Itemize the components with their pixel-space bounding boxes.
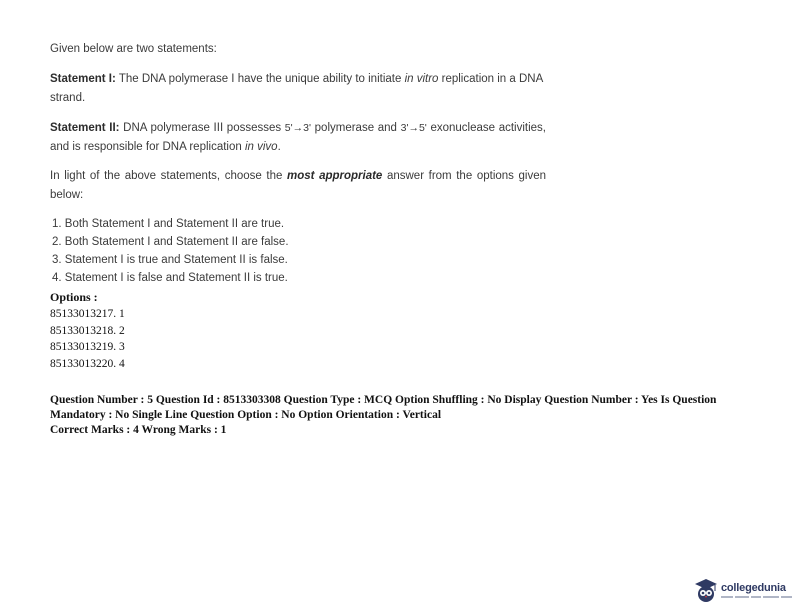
- graduate-owl-icon: [693, 577, 719, 603]
- list-item: 2. Both Statement I and Statement II are false.: [52, 236, 289, 248]
- list-item: 85133013218. 2: [50, 324, 125, 337]
- statement-2-label: Statement II:: [50, 122, 120, 134]
- statement-1-text-before: The DNA polymerase I have the unique ability to initiate: [115, 73, 405, 85]
- statement-1: [50, 70, 546, 108]
- instruction: [50, 167, 546, 205]
- list-item: 85133013217. 1: [50, 308, 125, 320]
- list-item: 85133013220. 4: [50, 357, 125, 370]
- list-item: 3. Statement I is true and Statement II is false.: [52, 254, 288, 266]
- brand-logo: [693, 576, 792, 604]
- options-list: [50, 306, 125, 372]
- metadata-line-1: Question Number : 5 Question Id : 8513303308 Question Type : MCQ Option Shuffling : No Display Question Number : Yes Is Question Mandatory : No Single Line Question Option : No Option Orientation : Vertical: [50, 394, 717, 421]
- direction-3-to-5: 3'→5': [400, 122, 427, 134]
- instruction-before: In light of the above statements, choose the: [50, 170, 287, 182]
- list-item: 4. Statement I is false and Statement II is true.: [52, 272, 288, 284]
- intro-line: Given below are two statements:: [50, 43, 217, 55]
- intro-text: [50, 40, 546, 59]
- list-item: 1. Both Statement I and Statement II are true.: [52, 218, 285, 230]
- logo-wordmark: collegedunia: [721, 581, 786, 594]
- statement-2-text-2: polymerase and: [311, 122, 401, 134]
- options-title: Options :: [50, 290, 98, 304]
- statement-2-text-4: .: [277, 141, 281, 153]
- statement-1-label: Statement I:: [50, 73, 116, 85]
- statement-2-italic: in vivo: [244, 141, 278, 153]
- direction-5-to-3: 5'→3': [284, 122, 311, 134]
- statement-2-text-3: exonuclease activities, and is responsible for DNA replication: [50, 122, 546, 153]
- metadata-line-2: Correct Marks : 4 Wrong Marks : 1: [50, 424, 227, 436]
- statement-2-text-1: DNA polymerase III possesses: [119, 122, 285, 134]
- question-metadata: [50, 393, 762, 438]
- statement-1-text-after: replication in a DNA strand.: [50, 73, 543, 104]
- instruction-emphasis: most appropriate: [286, 170, 383, 182]
- statement-1-italic: in vitro: [404, 73, 439, 85]
- instruction-after: answer from the options given below:: [50, 170, 547, 201]
- choice-list: [52, 215, 289, 287]
- list-item: 85133013219. 3: [50, 341, 125, 353]
- logo-tagline: [721, 596, 792, 598]
- statement-2: [50, 119, 546, 157]
